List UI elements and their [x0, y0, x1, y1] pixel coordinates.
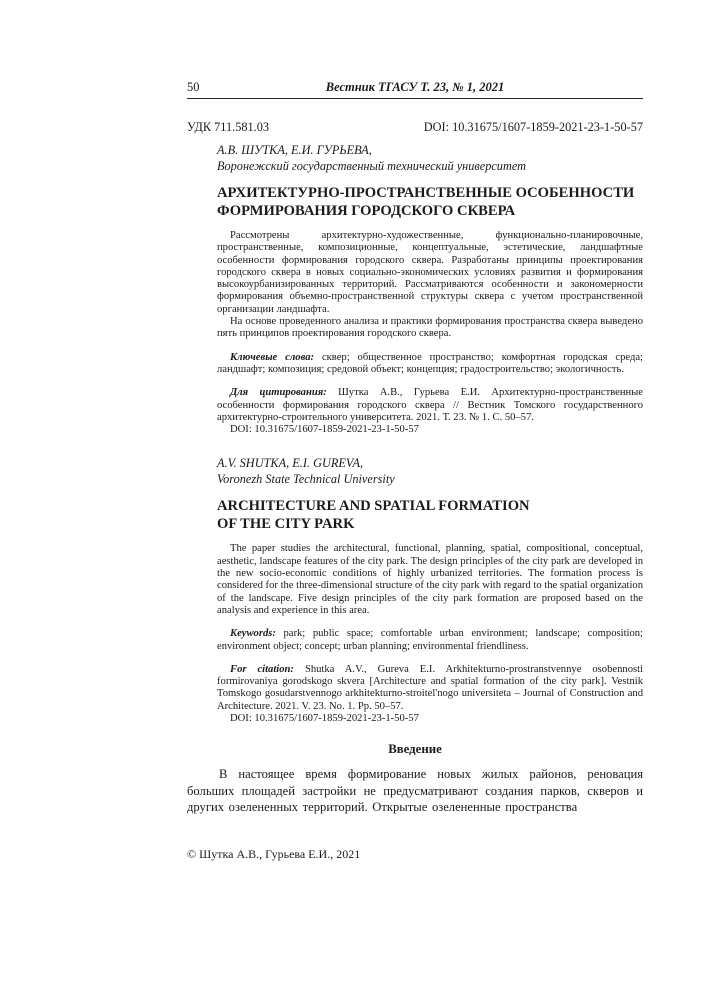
authors-ru: [217, 143, 643, 174]
abstract-en-paragraph: The paper studies the architectural, functional, planning, spatial, compositional, conceptual, aesthetic, landscape features of the city park. The design principles of the city park are developed in the new socio-economic conditions of highly urbanized territories. The formation process is considered for the three-dimensional structure of the city park with regard to the spatial organization of the landscape. Five design principles of the city park formation are proposed based on the analysis and experience in this area.: [217, 543, 643, 616]
affiliation-ru: Воронежский государственный технический университет: [217, 158, 527, 173]
copyright-notice: © Шутка А.В., Гурьева Е.И., 2021: [187, 847, 361, 861]
keywords-en-text: park; public space; comfortable urban environment; landscape; composition; environment object; concept; urban planning; environmental friendliness.: [217, 628, 643, 652]
citation-en-label: For citation:: [230, 663, 294, 675]
author-names-ru: А.В. ШУТКА, Е.И. ГУРЬЕВА,: [217, 143, 372, 157]
keywords-ru: [217, 352, 643, 377]
journal-title: Вестник ТГАСУ Т. 23, № 1, 2021: [325, 80, 505, 94]
doi-code: DOI: 10.31675/1607-1859-2021-23-1-50-57: [423, 120, 643, 134]
abstract-ru-paragraph-1: Рассмотрены архитектурно-художественные, функционально-планировочные, пространственные, композиционные, концептуальные, эстетические, ландшафтные особенности формирования городского сквера. Разработаны принципы проектирования городского сквера в новых социально-экономических условиях развития и формирования высокоурбанизированных территорий. Рассматриваются особенности и закономерности формирования объемно-пространственной структуры сквера с учетом пространственной организации ландшафта.: [217, 230, 643, 315]
author-names-en: A.V. SHUTKA, E.I. GUREVA,: [217, 456, 364, 471]
article-title-ru-line1: АРХИТЕКТУРНО-ПРОСТРАНСТВЕННЫЕ ОСОБЕННОСТИ: [217, 185, 635, 201]
citation-ru-label: Для цитирования:: [230, 387, 327, 399]
keywords-en: [217, 628, 643, 653]
article-title-ru: [217, 185, 643, 220]
citation-en-doi: DOI: 10.31675/1607-1859-2021-23-1-50-57: [230, 713, 419, 725]
header-rule: [187, 98, 643, 99]
citation-en: [217, 664, 643, 725]
abstract-ru-paragraph-2: На основе проведенного анализа и практики формирования пространства сквера выведено пять принципов проектирования городского сквера.: [217, 316, 643, 340]
abstract-en: [217, 543, 643, 617]
keywords-ru-text: сквер; общественное пространство; комфортная городская среда; ландшафт; композиция; средовой объект; концепция; градостроительство; экологичность.: [217, 351, 643, 375]
citation-ru-text: Шутка А.В., Гурьева Е.И. Архитектурно-пространственные особенности формирования городского сквера // Вестник Томского государственного архитектурно-строительного университета. 2021. Т. 23. № 1. С. 50–57.: [217, 387, 643, 423]
running-head: [187, 80, 643, 99]
citation-ru: [217, 387, 643, 436]
article-title-en: [217, 498, 643, 533]
keywords-en-label: Keywords:: [230, 628, 276, 640]
affiliation-en: Voronezh State Technical University: [217, 471, 395, 486]
section-heading-introduction: Введение: [388, 742, 442, 757]
abstract-ru: [217, 230, 643, 341]
article-title-en-line2: OF THE CITY PARK: [217, 515, 355, 532]
introduction-paragraph: В настоящее время формирование новых жилых районов, реновация больших площадей застройки не предусматривают создания парков, скверов и других озелененных территорий. Открытые озелененные пространства: [187, 767, 643, 815]
page-number: 50: [187, 80, 200, 94]
article-title-ru-line2: ФОРМИРОВАНИЯ ГОРОДСКОГО СКВЕРА: [217, 202, 516, 219]
authors-en: [217, 456, 643, 487]
udc-code: УДК 711.581.03: [187, 120, 270, 134]
citation-en-text: Shutka A.V., Gureva E.I. Arkhitekturno-prostranstvennye osobennosti formirovaniya gorodskogo skvera [Architecture and spatial formation of the city park]. Vestnik Tomskogo gosudarstvennogo arkhitekturno-stroitel'nogo universiteta – Journal of Construction and Architecture. 2021. V. 23. No. 1. Pp. 50–57.: [217, 663, 643, 712]
citation-ru-doi: DOI: 10.31675/1607-1859-2021-23-1-50-57: [230, 424, 419, 436]
keywords-ru-label: Ключевые слова:: [230, 351, 315, 363]
article-title-en-line1: ARCHITECTURE AND SPATIAL FORMATION: [217, 498, 530, 515]
article-meta-row: [187, 120, 643, 135]
